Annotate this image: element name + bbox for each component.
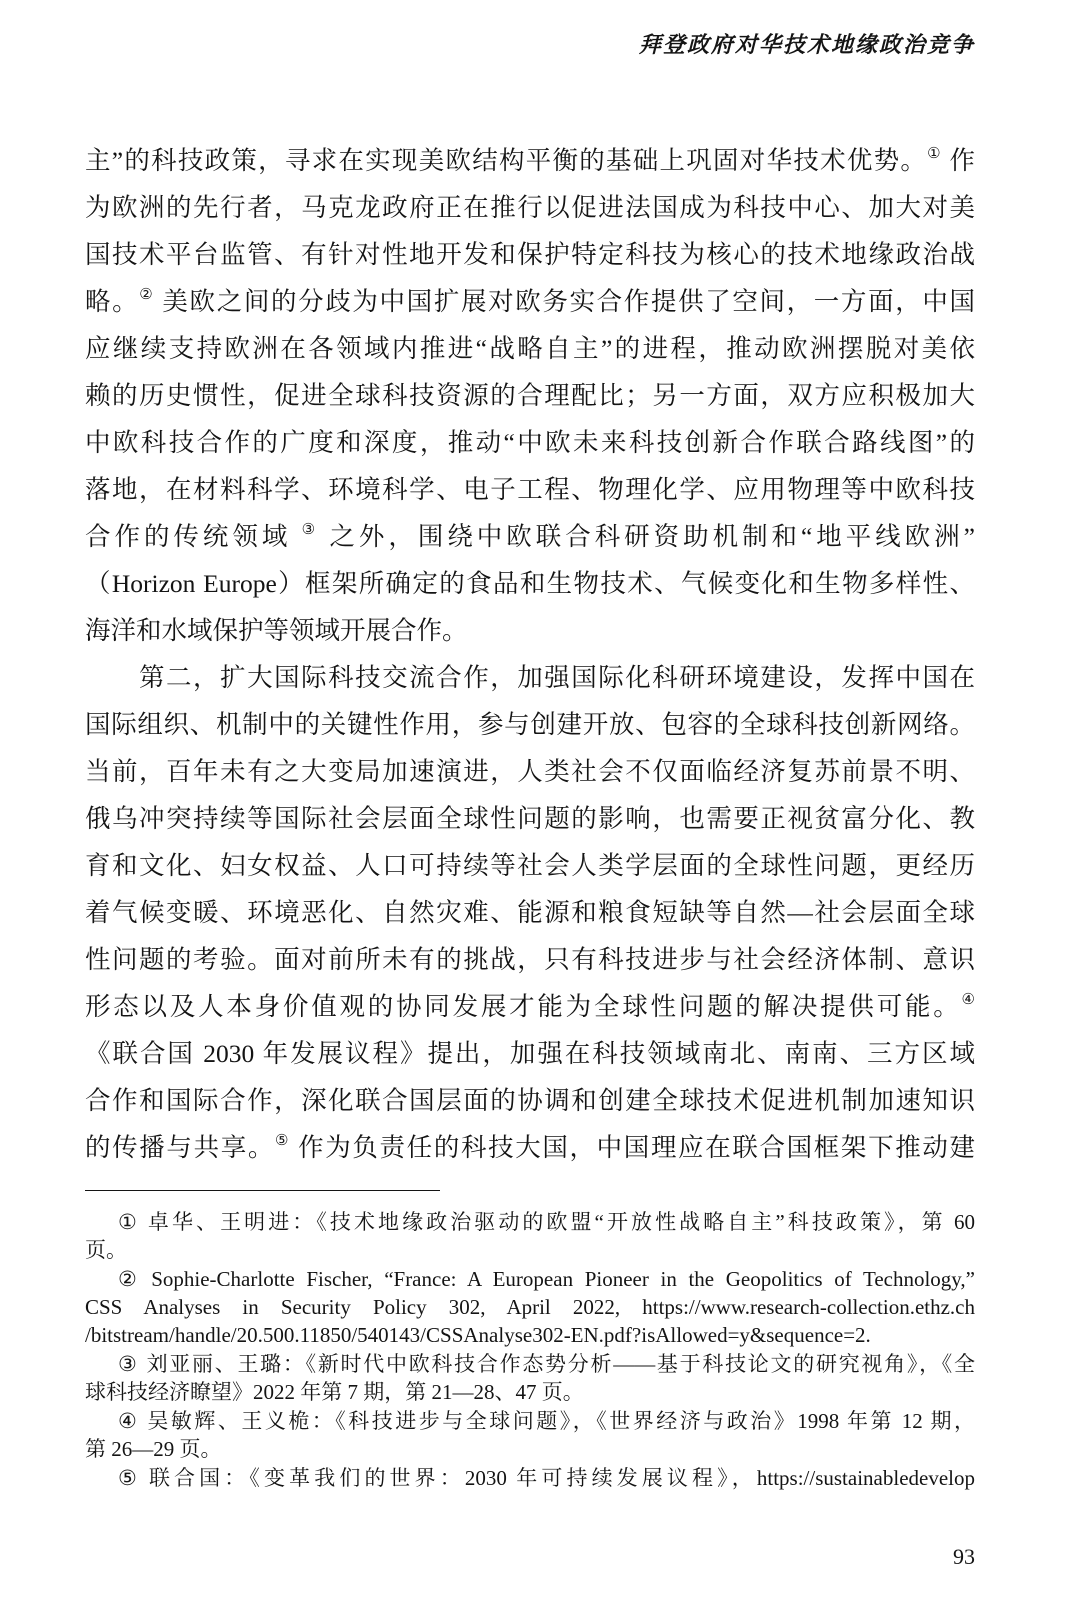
line-text: 育和文化、妇女权益、人口可持续等社会人类学层面的全球性问题，更经历 xyxy=(85,851,975,880)
line-text: 《联合国 2030 年发展议程》提出，加强在科技领域南北、南南、三方区域 xyxy=(85,1039,975,1068)
line-text: 当前，百年未有之大变局加速演进，人类社会不仅面临经济复苏前景不明、 xyxy=(85,757,975,786)
body-line xyxy=(85,513,975,560)
line-text: 应继续支持欧洲在各领域内推进“战略自主”的进程，推动欧洲摆脱对美依 xyxy=(85,334,975,363)
line-text: 之外，围绕中欧联合科研资助机制和“地平线欧洲” xyxy=(319,522,975,551)
footnote-line xyxy=(85,1378,975,1406)
body-text xyxy=(85,137,975,1171)
footnote-mark: ① xyxy=(118,1210,140,1234)
footnote-line xyxy=(85,1407,975,1435)
footnote-line xyxy=(85,1208,975,1236)
running-title: 拜登政府对华技术地缘政治竞争 xyxy=(638,32,975,57)
line-text: 形态以及人本身价值观的协同发展才能为全球性问题的解决提供可能。 xyxy=(85,992,962,1021)
line-text: 作为负责任的科技大国，中国理应在联合国框架下推动建 xyxy=(290,1133,975,1162)
body-line xyxy=(85,889,975,936)
body-line xyxy=(85,654,975,701)
footnote-text: 吴敏辉、王义桅：《科技进步与全球问题》，《世界经济与政治》1998 年第 12 期， xyxy=(147,1409,975,1433)
line-text: 国技术平台监管、有针对性地开发和保护特定科技为核心的技术地缘政治战 xyxy=(85,240,975,269)
line-text: 着气候变暖、环境恶化、自然灾难、能源和粮食短缺等自然—社会层面全球 xyxy=(85,898,975,927)
footnote-mark: ⑤ xyxy=(118,1466,141,1490)
footnote-text: CSS Analyses in Security Policy 302, April 2022, https://www.research-collection.ethz.ch xyxy=(85,1295,975,1319)
body-line xyxy=(85,372,975,419)
line-text: 主”的科技政策，寻求在实现美欧结构平衡的基础上巩固对华技术优势。 xyxy=(85,146,928,175)
line-text: 国际组织、机制中的关键性作用，参与创建开放、包容的全球科技创新网络。 xyxy=(85,710,975,739)
body-line xyxy=(85,1124,975,1171)
footnote-text: 卓华、王明进：《技术地缘政治驱动的欧盟“开放性战略自主”科技政策》，第 60 xyxy=(147,1210,975,1234)
footnote-line xyxy=(85,1350,975,1378)
body-line xyxy=(85,231,975,278)
footnote-rule xyxy=(85,1190,440,1191)
footnote-line xyxy=(85,1236,975,1264)
footnote-text: 页。 xyxy=(85,1238,127,1262)
footnote-text: 球科技经济瞭望》2022 年第 7 期，第 21—28、47 页。 xyxy=(85,1380,584,1404)
line-text: 的传播与共享。 xyxy=(85,1133,275,1162)
line-text: 赖的历史惯性，促进全球科技资源的合理配比；另一方面，双方应积极加大 xyxy=(85,381,975,410)
line-text: 作 xyxy=(941,146,975,175)
body-line xyxy=(85,466,975,513)
footnote-3 xyxy=(85,1350,975,1406)
footnote-mark: ④ xyxy=(118,1409,140,1433)
body-line xyxy=(85,560,975,607)
footnote-line xyxy=(85,1464,975,1492)
footnote-2 xyxy=(85,1265,975,1349)
line-text: （Horizon Europe）框架所确定的食品和生物技术、气候变化和生物多样性、 xyxy=(85,569,975,598)
body-line xyxy=(85,137,975,184)
body-line xyxy=(85,983,975,1030)
footnote-line xyxy=(85,1265,975,1293)
footnote-text: /bitstream/handle/20.500.11850/540143/CSSAnalyse302-EN.pdf?isAllowed=y&sequence=2. xyxy=(85,1323,871,1347)
footnote-ref: ① xyxy=(927,145,942,162)
footnote-ref: ④ xyxy=(961,991,975,1008)
footnote-text: 第 26—29 页。 xyxy=(85,1437,222,1461)
line-text: 合作的传统领域 xyxy=(85,522,302,551)
line-text: 第二，扩大国际科技交流合作，加强国际化科研环境建设，发挥中国在 xyxy=(139,663,975,692)
line-text: 为欧洲的先行者，马克龙政府正在推行以促进法国成为科技中心、加大对美 xyxy=(85,193,975,222)
footnote-1 xyxy=(85,1208,975,1264)
body-line xyxy=(85,607,975,654)
footnote-ref: ② xyxy=(139,286,155,303)
paragraph-second xyxy=(85,654,975,1171)
body-line xyxy=(85,701,975,748)
body-line xyxy=(85,795,975,842)
footnote-line xyxy=(85,1435,975,1463)
body-line xyxy=(85,936,975,983)
body-line xyxy=(85,419,975,466)
line-text: 合作和国际合作，深化联合国层面的协调和创建全球技术促进机制加速知识 xyxy=(85,1086,975,1115)
footnote-text: 联合国：《变革我们的世界：2030 年可持续发展议程》，https://sustainabledevelop xyxy=(148,1466,975,1490)
footnote-text: 刘亚丽、王璐：《新时代中欧科技合作态势分析——基于科技论文的研究视角》，《全 xyxy=(146,1352,975,1376)
footnote-text: Sophie-Charlotte Fischer, “France: A European Pioneer in the Geopolitics of Technology,” xyxy=(151,1267,975,1291)
body-line xyxy=(85,1030,975,1077)
body-line xyxy=(85,278,975,325)
body-line xyxy=(85,748,975,795)
footnote-ref: ③ xyxy=(301,521,320,538)
footnote-ref: ⑤ xyxy=(275,1132,291,1149)
page-number: 93 xyxy=(953,1544,975,1569)
footnote-5 xyxy=(85,1464,975,1492)
footnote-line xyxy=(85,1293,975,1321)
body-line xyxy=(85,1077,975,1124)
body-line xyxy=(85,842,975,889)
footnote-line xyxy=(85,1321,975,1349)
line-text: 海洋和水域保护等领域开展合作。 xyxy=(85,616,468,645)
body-line xyxy=(85,325,975,372)
footnote-mark: ③ xyxy=(118,1352,139,1376)
footnote-4 xyxy=(85,1407,975,1463)
line-text: 落地，在材料科学、环境科学、电子工程、物理化学、应用物理等中欧科技 xyxy=(85,475,975,504)
line-text: 中欧科技合作的广度和深度，推动“中欧未来科技创新合作联合路线图”的 xyxy=(85,428,975,457)
line-text: 略。 xyxy=(85,287,140,316)
footnotes xyxy=(85,1208,975,1492)
line-text: 美欧之间的分歧为中国扩展对欧务实合作提供了空间，一方面，中国 xyxy=(154,287,975,316)
line-text: 俄乌冲突持续等国际社会层面全球性问题的影响，也需要正视贫富分化、教 xyxy=(85,804,975,833)
footnote-mark: ② xyxy=(118,1267,144,1291)
body-line xyxy=(85,184,975,231)
line-text: 性问题的考验。面对前所未有的挑战，只有科技进步与社会经济体制、意识 xyxy=(85,945,975,974)
paragraph-continued xyxy=(85,137,975,654)
